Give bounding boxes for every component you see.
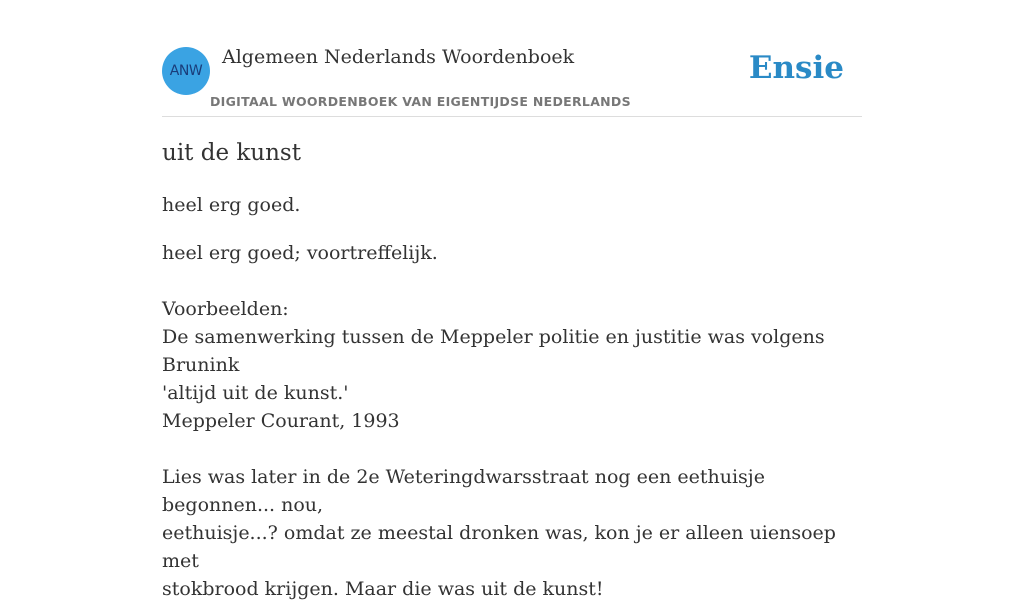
example-1-line-2: 'altijd uit de kunst.' <box>162 382 349 404</box>
site-title[interactable]: Algemeen Nederlands Woordenboek <box>222 46 575 68</box>
site-subtitle: DIGITAAL WOORDENBOEK VAN EIGENTIJDSE NEDERLANDS <box>210 94 631 109</box>
example-1-source: Meppeler Courant, 1993 <box>162 410 400 432</box>
anw-logo[interactable] <box>162 47 210 95</box>
full-definition: heel erg goed; voortreffelijk. <box>162 242 438 264</box>
spacer <box>162 435 862 463</box>
logo-text: ANW <box>169 63 203 79</box>
example-2-line-2: eethuisje...? omdat ze meestal dronken was, kon je er alleen uiensoep met <box>162 522 836 572</box>
entry-term: uit de kunst <box>162 140 301 166</box>
site-header <box>162 0 862 117</box>
short-definition: heel erg goed. <box>162 194 301 216</box>
page-container <box>162 0 862 600</box>
spacer <box>162 267 862 295</box>
ensie-brand-link[interactable]: Ensie <box>748 50 844 86</box>
entry-body <box>162 239 862 603</box>
example-1-line-1: De samenwerking tussen de Meppeler politie en justitie was volgens Brunink <box>162 326 825 376</box>
examples-label: Voorbeelden: <box>162 298 289 320</box>
example-2-line-1: Lies was later in de 2e Weteringdwarsstraat nog een eethuisje begonnen... nou, <box>162 466 765 516</box>
example-2-line-3: stokbrood krijgen. Maar die was uit de kunst! <box>162 578 604 600</box>
